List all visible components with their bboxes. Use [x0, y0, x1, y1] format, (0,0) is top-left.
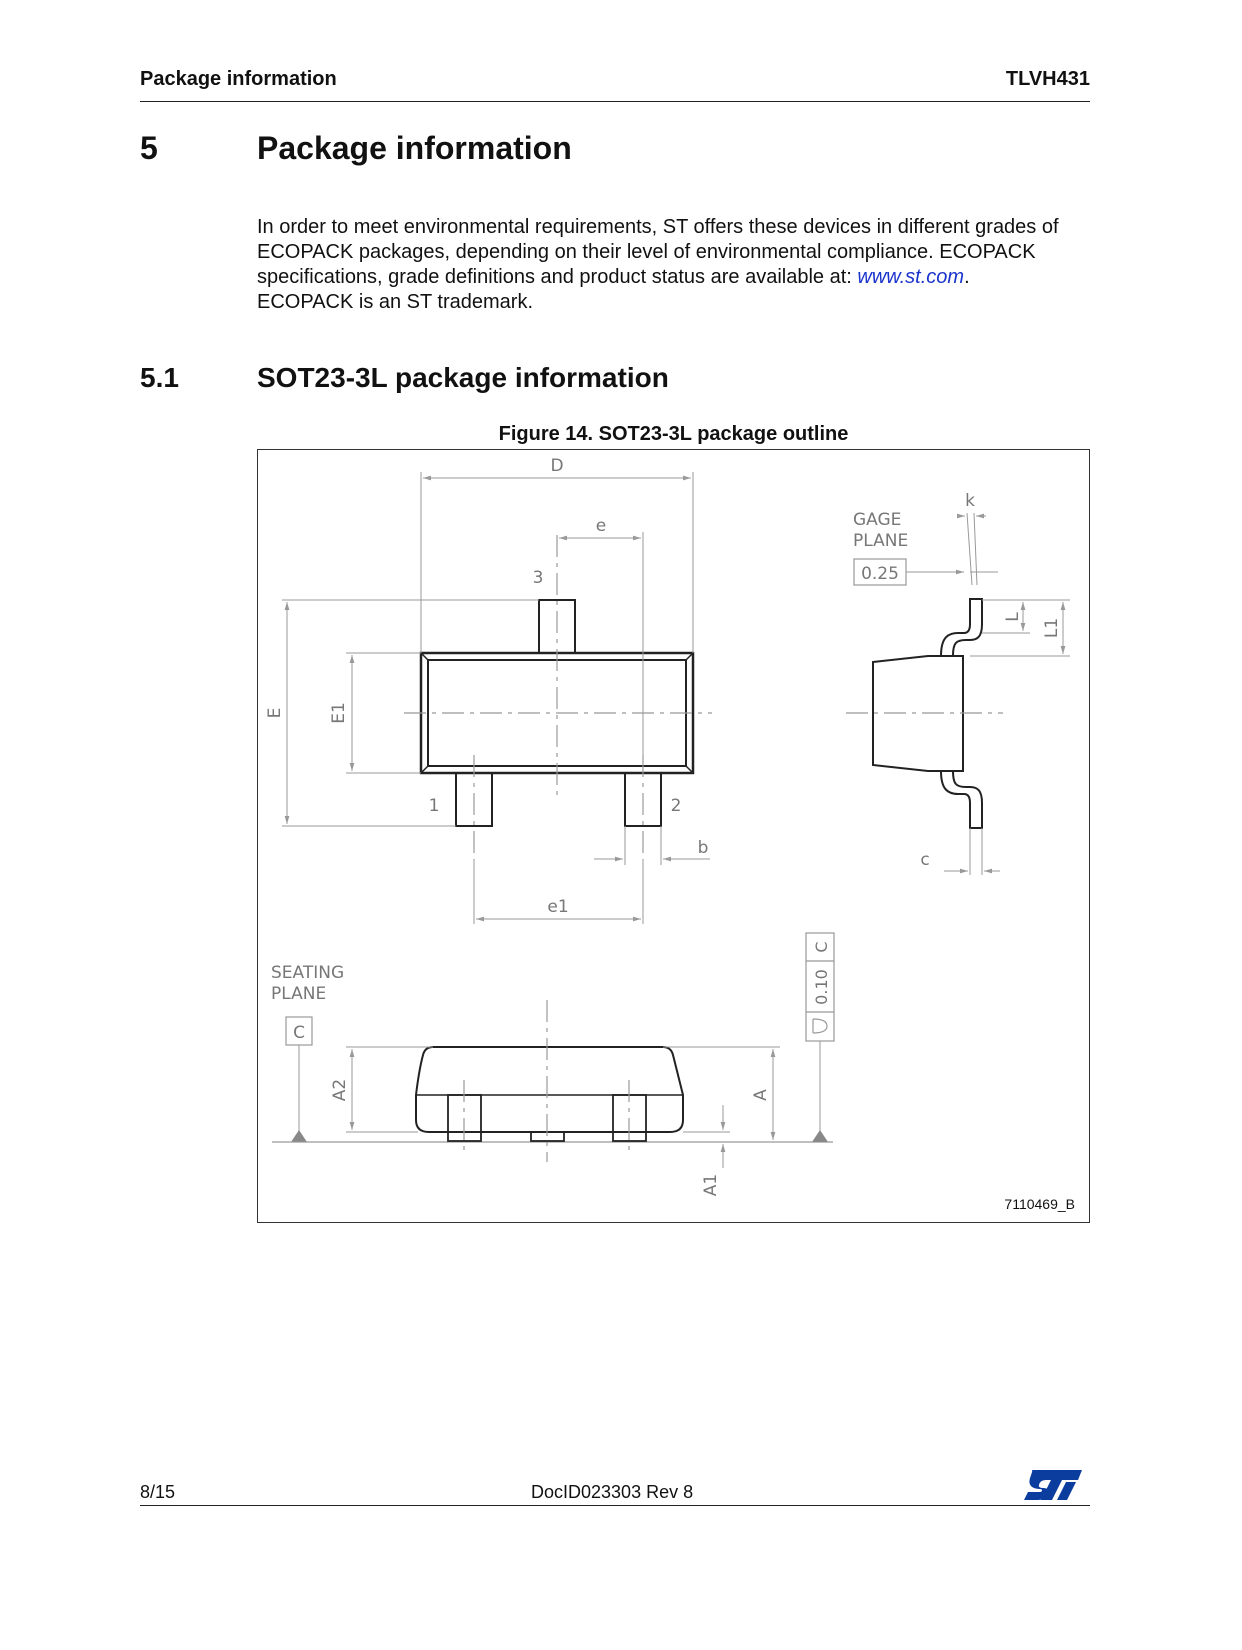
header-rule: [140, 101, 1090, 102]
label-D: D: [550, 456, 564, 476]
st-logo-icon: [1024, 1468, 1084, 1502]
label-k: k: [965, 491, 975, 511]
gage-plane-label-line2: PLANE: [853, 531, 909, 551]
st-website-link[interactable]: www.st.com: [857, 266, 965, 288]
paragraph-line-4: ECOPACK is an ST trademark.: [257, 291, 534, 313]
top-view: [265, 456, 712, 924]
gage-plane-value: 0.25: [861, 564, 899, 584]
drawing-id: 7110469_B: [1004, 1196, 1075, 1212]
label-A2: A2: [330, 1078, 350, 1102]
document-id: DocID023303 Rev 8: [531, 1482, 694, 1502]
label-L: L: [1003, 612, 1023, 622]
seating-plane-label-line1: SEATING: [271, 963, 345, 983]
running-header-section: Package information: [140, 68, 337, 90]
page-number: 8/15: [140, 1482, 176, 1502]
label-A: A: [751, 1089, 771, 1101]
gage-plane-label-line1: GAGE: [853, 510, 902, 530]
label-pin-3: 3: [532, 568, 544, 588]
paragraph-line-2: ECOPACK packages, depending on their level of environmental compliance. ECOPACK: [257, 241, 1036, 263]
figure-caption: Figure 14. SOT23-3L package outline: [498, 423, 849, 445]
front-view: [271, 933, 834, 1196]
datum-c-label: C: [293, 1023, 305, 1043]
ecopack-paragraph: [257, 215, 1087, 315]
package-outline-drawing: [258, 450, 1091, 1224]
paragraph-line-3-end: .: [964, 266, 970, 288]
front-body-outline: [416, 1047, 683, 1132]
label-b: b: [697, 838, 709, 858]
label-L1: L1: [1042, 617, 1062, 639]
paragraph-line-3: [257, 265, 1087, 290]
paragraph-line-3-text: specifications, grade definitions and product status are available at:: [257, 266, 858, 288]
package-outline-figure: [257, 449, 1090, 1223]
side-lead-lower: [941, 771, 982, 828]
section-number: 5: [140, 130, 158, 166]
flatness-value: 0.10: [812, 969, 831, 1005]
section-title: Package information: [257, 130, 572, 166]
subsection-number: 5.1: [140, 362, 179, 393]
footer-rule: [140, 1505, 1090, 1506]
running-header-part-number: TLVH431: [1005, 68, 1090, 90]
seating-plane-label-line2: PLANE: [271, 984, 327, 1004]
flatness-datum: C: [812, 941, 831, 953]
side-lead-upper: [941, 599, 982, 656]
label-E: E: [265, 707, 285, 719]
flatness-symbol-icon: [813, 1019, 827, 1033]
label-e1: e1: [547, 897, 569, 917]
label-c: c: [920, 850, 930, 870]
label-e: e: [595, 516, 607, 536]
label-pin-2: 2: [670, 796, 682, 816]
paragraph-line-1: In order to meet environmental requirements, ST offers these devices in different grades of: [257, 216, 1059, 238]
label-A1: A1: [701, 1173, 721, 1197]
subsection-title: SOT23-3L package information: [257, 362, 669, 393]
label-E1: E1: [329, 702, 349, 724]
side-view: [846, 491, 1070, 875]
label-pin-1: 1: [428, 796, 440, 816]
